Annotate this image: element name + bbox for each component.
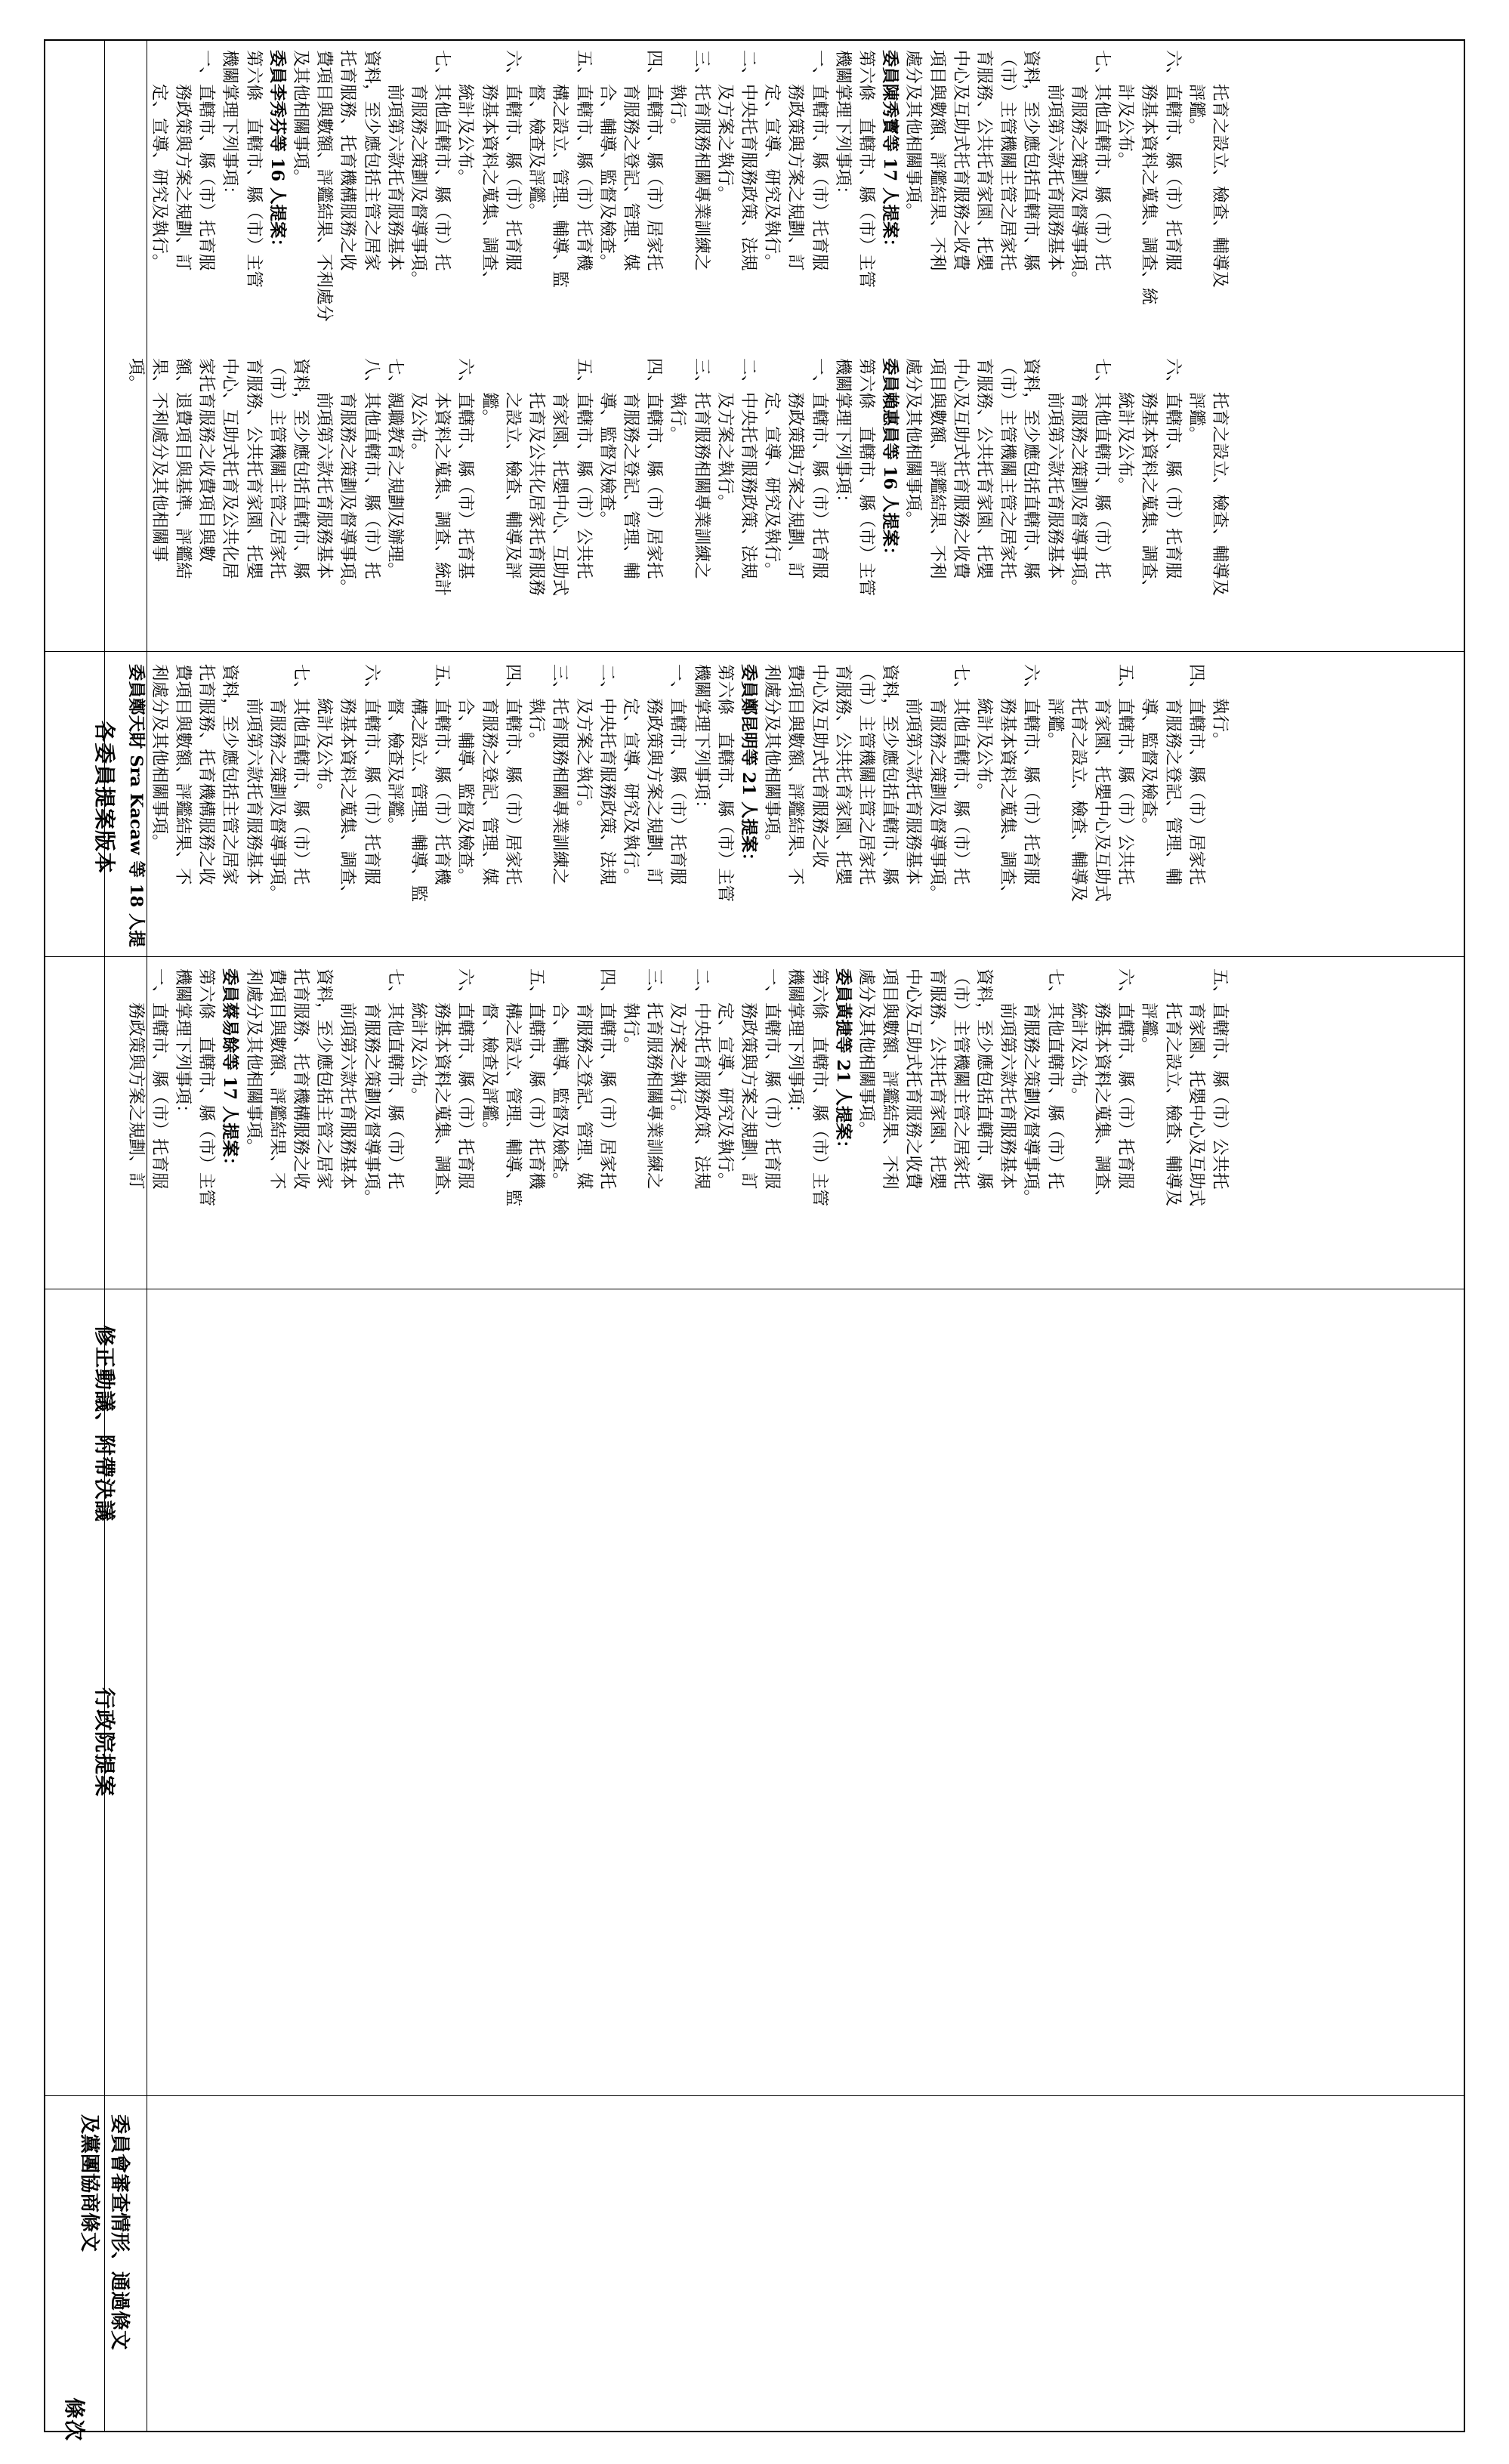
text-line: 育服務之策劃及督導事項。 — [267, 664, 287, 903]
text-line: 托育之設立、檢查、輔導及 — [1210, 50, 1230, 289]
text-line: 資料，至少應包括直轄市、縣 — [974, 968, 994, 1190]
text-line: 務政策與方案之規劃、訂 — [173, 50, 193, 271]
text-line: 育服務、公共托育家園、托嬰 — [974, 358, 994, 579]
text-line: 務基本資料之蒐集、調查、 — [479, 50, 499, 289]
text-line: 二、中央托育服務政策、法規 — [691, 968, 711, 1190]
text-line: 合、輔導、監督及檢查。 — [455, 664, 476, 885]
text-line: 資料，至少應包括主管之居家 — [361, 50, 381, 271]
text-line: 育服務之策劃及督導事項。 — [1021, 968, 1041, 1207]
text-line: 務政策與方案之規劃、訂 — [125, 968, 146, 1190]
text-line: 三、托育服務相關專業訓練之 — [691, 50, 711, 271]
text-line: 育服務之策劃及督導事項。 — [1068, 50, 1088, 289]
text-line: 果、不利處分及其他相關事 — [149, 358, 169, 563]
header-amendment: 修正動議、附帶決議 — [92, 1325, 117, 1523]
text-line: 務基本資料之蒐集、調查、 — [1091, 968, 1112, 1207]
text-line: 中心及互助式托育服務之收費 — [950, 358, 971, 579]
text-line: 六、直轄市、縣（市）托育服 — [1162, 358, 1183, 579]
text-line: 育服務之策劃及督導事項。 — [927, 664, 947, 903]
text-line: 育服務、公共托育家園、托嬰 — [832, 664, 853, 885]
text-line: 利處分及其他相關事項。 — [149, 664, 169, 851]
text-line: 六、直轄市、縣（市）托育服 — [1162, 50, 1183, 271]
text-line: 七、其他直轄市、縣（市）托 — [384, 968, 405, 1190]
header-article: 條次 — [62, 2398, 87, 2442]
proposal-column-4 — [147, 50, 1231, 1231]
text-line: 機關掌理下列事項： — [832, 358, 853, 511]
text-line: 前項第六款托育服務基本 — [1045, 50, 1065, 271]
text-line: 六、直轄市、縣（市）托育服 — [1116, 968, 1136, 1190]
text-line: 三、托育服務相關專業訓練之 — [691, 358, 711, 579]
text-line: 中心、互助式托育及公共化居 — [220, 358, 240, 579]
text-line: 委員賴惠員等 16 人提案： — [880, 358, 900, 564]
text-line: 第六條 直轄市、縣（市）主管 — [243, 50, 264, 289]
text-line: 第六條 直轄市、縣（市）主管 — [714, 664, 735, 903]
text-line: 定、宣導、研究及執行。 — [762, 50, 782, 271]
text-line: 前項第六款托育服務基本 — [903, 664, 924, 885]
text-line: 額、退費項目與基準、評鑑結 — [173, 358, 193, 579]
text-line: 育服務之策劃及督導事項。 — [338, 358, 358, 597]
text-line: 務基本資料之蒐集、調查、 — [1139, 358, 1159, 597]
text-line: 五、直轄市、縣（市）托育機 — [432, 664, 452, 885]
text-line: 督、檢查及評鑑。 — [479, 968, 499, 1139]
text-line: 育服務、公共托育家園、托嬰 — [974, 50, 994, 271]
text-line: 育服務之策劃及督導事項。 — [1068, 358, 1088, 597]
text-line: 四、直轄市、縣（市）居家托 — [597, 968, 617, 1190]
text-line: 托育服務、托育機構服務之收 — [338, 50, 358, 271]
text-line: 資料，至少應包括直轄市、縣 — [880, 664, 900, 885]
text-line: 一、直轄市、縣（市）托育服 — [809, 358, 829, 579]
text-line: 資料，至少應包括直轄市、縣 — [1021, 358, 1041, 579]
text-line: 機關掌理下列事項： — [785, 968, 806, 1122]
text-line: 合、輔導、監督及檢查。 — [550, 968, 570, 1190]
text-line: （市）主管機關主管之居家托 — [267, 358, 287, 579]
text-line: 務基本資料之蒐集、調查、統 — [1139, 50, 1159, 305]
text-line: 前項第六款托育服務基本 — [338, 968, 358, 1190]
text-line: 資料，至少應包括主管之居家 — [314, 968, 335, 1190]
text-line: 委員蔡易餘等 17 人提案： — [220, 968, 240, 1174]
text-line: 托育服務、托育機構服務之收 — [291, 968, 311, 1190]
text-line: 務基本資料之蒐集、調查、 — [338, 664, 358, 903]
text-line: 托育之設立、檢查、輔導及 — [1162, 968, 1183, 1207]
text-line: 前項第六款托育服務基本 — [243, 664, 264, 885]
text-line: 構之設立、管理、輔導、監 — [502, 968, 523, 1207]
text-line: 四、直轄市、縣（市）居家托 — [644, 358, 665, 579]
text-line: 統計及公布。 — [314, 664, 335, 801]
text-line: 六、直轄市、縣（市）托育服 — [455, 968, 476, 1190]
column-divider — [104, 41, 105, 2431]
text-line: 第六條 直轄市、縣（市）主管 — [809, 968, 829, 1207]
text-line: 三、托育服務相關專業訓練之 — [644, 968, 665, 1190]
text-line: 定、宣導、研究及執行。 — [714, 968, 735, 1190]
text-line: 委員陳秀寳等 17 人提案： — [880, 50, 900, 255]
text-line: 項目與數額、評鑑結果、不利 — [880, 968, 900, 1190]
text-line: 育服務之策劃及督導事項。 — [409, 50, 429, 289]
text-line: 委員鄭昆明等 21 人提案： — [738, 664, 758, 869]
text-line: 前項第六款托育服務基本 — [1045, 358, 1065, 579]
text-line: 機關掌理下列事項： — [220, 50, 240, 203]
text-line: 中心及互助式托育服務之收費 — [903, 968, 924, 1190]
header-proposals: 各委員提案版本 — [92, 721, 117, 875]
text-line: 一、直轄市、縣（市）托育服 — [809, 50, 829, 271]
text-line: 第六條 直轄市、縣（市）主管 — [856, 50, 876, 289]
text-line: 處分及其他相關事項。 — [903, 50, 924, 221]
text-line: 中心及互助式托育服務之收 — [809, 664, 829, 869]
text-line: 六、直轄市、縣（市）托育服 — [361, 664, 381, 885]
text-line: 執行。 — [668, 50, 688, 135]
text-line: 育服務、公共托育家園、托嬰 — [927, 968, 947, 1190]
text-line: 評鑑。 — [1139, 968, 1159, 1054]
text-line: 四、直轄市、縣（市）居家托 — [644, 50, 665, 271]
text-line: 務基本資料之蒐集、調查、 — [998, 664, 1018, 903]
text-line: 托育服務、托育機構服務之收 — [196, 664, 217, 885]
text-line: 育服務之策劃及督導事項。 — [361, 968, 381, 1207]
text-line: （市）主管機關主管之居家托 — [856, 664, 876, 885]
text-line: 八、其他直轄市、縣（市）托 — [361, 358, 381, 579]
text-line: 資料，至少應包括主管之居家 — [220, 664, 240, 885]
text-line: 評鑑。 — [1186, 358, 1206, 443]
text-line: 鑑。 — [479, 358, 499, 427]
text-line: 托育之設立、檢查、輔導及 — [1068, 664, 1088, 903]
text-line: 五、直轄市、縣（市）公共托 — [1210, 968, 1230, 1190]
text-line: 及公布。 — [409, 358, 429, 461]
text-line: 委員鄭天財 Sra Kacaw 等 18 人提 — [125, 664, 146, 947]
text-line: 項目與數額、評鑑結果、不利 — [927, 50, 947, 271]
text-line: 及方案之執行。 — [573, 664, 594, 817]
header-committee-line2: 及黨團協商條文 — [78, 2114, 100, 2252]
text-line: 務政策與方案之規劃、訂 — [785, 358, 806, 579]
text-line: 一、直轄市、縣（市）托育服 — [196, 50, 217, 271]
text-line: 七、其他直轄市、縣（市）托 — [1045, 968, 1065, 1190]
text-line: 處分及其他相關事項。 — [856, 968, 876, 1139]
text-line: 七、其他直轄市、縣（市）托 — [291, 664, 311, 885]
text-line: 執行。 — [526, 664, 547, 749]
text-line: 統計及公布。 — [1068, 968, 1088, 1105]
text-line: 一、直轄市、縣（市）托育服 — [668, 664, 688, 885]
text-line: 五、直轄市、縣（市）托育機 — [526, 968, 547, 1190]
text-line: 六、直轄市、縣（市）托育基 — [455, 358, 476, 579]
text-line: 育服務之登記、管理、輔 — [1162, 664, 1183, 885]
text-line: 二、中央托育服務政策、法規 — [738, 358, 758, 579]
text-line: 育服務之登記、管理、輔 — [620, 358, 640, 579]
text-line: 及方案之執行。 — [668, 968, 688, 1122]
text-line: 五、直轄市、縣（市）公共托 — [573, 358, 594, 579]
text-line: 二、中央托育服務政策、法規 — [738, 50, 758, 271]
text-line: 務政策與方案之規劃、訂 — [644, 664, 665, 885]
text-line: 七、其他直轄市、縣（市）托 — [950, 664, 971, 885]
text-line: 前項第六款托育服務基本 — [384, 50, 405, 271]
text-line: 委員李秀芬等 16 人提案： — [267, 50, 287, 255]
text-line: （市）主管機關主管之居家托 — [998, 50, 1018, 271]
comparison-table — [44, 39, 1465, 2442]
text-line: 委員黃捷等 21 人提案： — [832, 968, 853, 1157]
text-line: 第六條 直轄市、縣（市）主管 — [196, 968, 217, 1207]
text-line: 一、直轄市、縣（市）托育服 — [149, 968, 169, 1190]
text-line: 育服務、公共托育家園、托嬰 — [243, 358, 264, 579]
text-line: 資料，至少應包括直轄市、縣 — [1021, 50, 1041, 271]
text-line: 七、其他直轄市、縣（市）托 — [432, 50, 452, 271]
text-line: 三、托育服務相關專業訓練之 — [550, 664, 570, 885]
text-line: 四、直轄市、縣（市）居家托 — [1186, 664, 1206, 885]
text-line: 費項目與數額、評鑑結果、不 — [173, 664, 193, 885]
text-line: 構之設立、管理、輔導、監 — [409, 664, 429, 903]
text-line: 及其他相關事項。 — [291, 50, 311, 187]
text-line: 七、親職教育之規劃及辦理。 — [384, 358, 405, 579]
text-line: 導、監督及檢查。 — [1139, 664, 1159, 835]
text-line: 計及公布。 — [1116, 50, 1136, 169]
text-line: 定、宣導、研究及執行。 — [762, 358, 782, 579]
text-line: 利處分及其他相關事項。 — [243, 968, 264, 1156]
text-line: 七、其他直轄市、縣（市）托 — [1091, 50, 1112, 271]
text-line: 六、直轄市、縣（市）托育服 — [502, 50, 523, 271]
text-line: 統計及公布。 — [1116, 358, 1136, 495]
text-line: 費項目與數額、評鑑結果、不利處分 — [314, 50, 335, 323]
text-line: 育服務之登記、管理、媒 — [479, 664, 499, 885]
text-line: 機關掌理下列事項： — [173, 968, 193, 1122]
text-line: 務政策與方案之規劃、訂 — [738, 968, 758, 1190]
text-line: 二、中央托育服務政策、法規 — [597, 664, 617, 885]
text-line: 評鑑。 — [1045, 664, 1065, 749]
text-line: 中心及互助式托育服務之收費 — [950, 50, 971, 271]
text-line: （市）主管機關主管之居家托 — [998, 358, 1018, 579]
text-line: 項。 — [125, 358, 146, 393]
text-line: 執行。 — [1210, 664, 1230, 749]
header-executive: 行政院提案 — [92, 1687, 117, 1798]
text-line: 統計及公布。 — [974, 664, 994, 801]
text-line: 前項第六款托育服務基本 — [314, 358, 335, 579]
text-line: 執行。 — [668, 358, 688, 443]
text-line: 四、直轄市、縣（市）居家托 — [502, 664, 523, 885]
text-line: 資料，至少應包括直轄市、縣 — [291, 358, 311, 579]
text-line: 務基本資料之蒐集、調查、 — [432, 968, 452, 1207]
text-line: 五、直轄市、縣（市）托育機 — [573, 50, 594, 271]
text-line: 六、直轄市、縣（市）托育服 — [1021, 664, 1041, 885]
text-line: 第六條 直轄市、縣（市）主管 — [856, 358, 876, 597]
text-line: 托育及公共化居家托育服務 — [526, 358, 547, 597]
text-line: 之設立、檢查、輔導及評 — [502, 358, 523, 579]
text-line: （市）主管機關主管之居家托 — [950, 968, 971, 1190]
text-line: 育家園、托嬰中心及互助式 — [1186, 968, 1206, 1207]
text-line: 統計及公布。 — [455, 50, 476, 187]
text-line: 執行。 — [620, 968, 640, 1054]
header-committee-line1: 委員會審查情形、通過條文 — [108, 2114, 131, 2351]
text-line: 育家園、托嬰中心、互助式 — [550, 358, 570, 597]
text-line: 務政策與方案之規劃、訂 — [785, 50, 806, 271]
text-line: 機關掌理下列事項： — [832, 50, 853, 203]
text-line: 及方案之執行。 — [714, 50, 735, 203]
text-line: 育服務之登記、管理、媒 — [620, 50, 640, 271]
text-line: 合、輔導、監督及檢查。 — [597, 50, 617, 271]
text-line: 及方案之執行。 — [714, 358, 735, 511]
text-line: 導、監督及檢查。 — [597, 358, 617, 529]
text-line: 定、宣導、研究及執行。 — [149, 50, 169, 271]
text-line: 育家園、托嬰中心及互助式 — [1091, 664, 1112, 903]
text-line: 前項第六款托育服務基本 — [998, 968, 1018, 1190]
text-line: 一、直轄市、縣（市）托育服 — [762, 968, 782, 1190]
text-line: 育服務之登記、管理、媒 — [573, 968, 594, 1190]
text-line: 評鑑。 — [1186, 50, 1206, 135]
text-line: 五、直轄市、縣（市）公共托 — [1116, 664, 1136, 885]
text-line: 本資料之蒐集、調查、統計 — [432, 358, 452, 597]
text-line: 利處分及其他相關事項。 — [762, 664, 782, 851]
text-line: 家托育服務之收費項目與數 — [196, 358, 217, 563]
text-line: 費項目與數額、評鑑結果、不 — [267, 968, 287, 1190]
text-line: 督、檢查及評鑑。 — [384, 664, 405, 835]
text-line: 統計及公布。 — [409, 968, 429, 1105]
text-line: 督、檢查及評鑑。 — [526, 50, 547, 221]
text-line: 托育之設立、檢查、輔導及 — [1210, 358, 1230, 597]
text-line: 構之設立、管理、輔導、監 — [550, 50, 570, 289]
text-line: 機關掌理下列事項： — [691, 664, 711, 817]
text-line: 費項目與數額、評鑑結果、不 — [785, 664, 806, 885]
text-line: 七、其他直轄市、縣（市）托 — [1091, 358, 1112, 579]
text-line: 定、宣導、研究及執行。 — [620, 664, 640, 885]
text-line: 處分及其他相關事項。 — [903, 358, 924, 529]
text-line: 項目與數額、評鑑結果、不利 — [927, 358, 947, 579]
